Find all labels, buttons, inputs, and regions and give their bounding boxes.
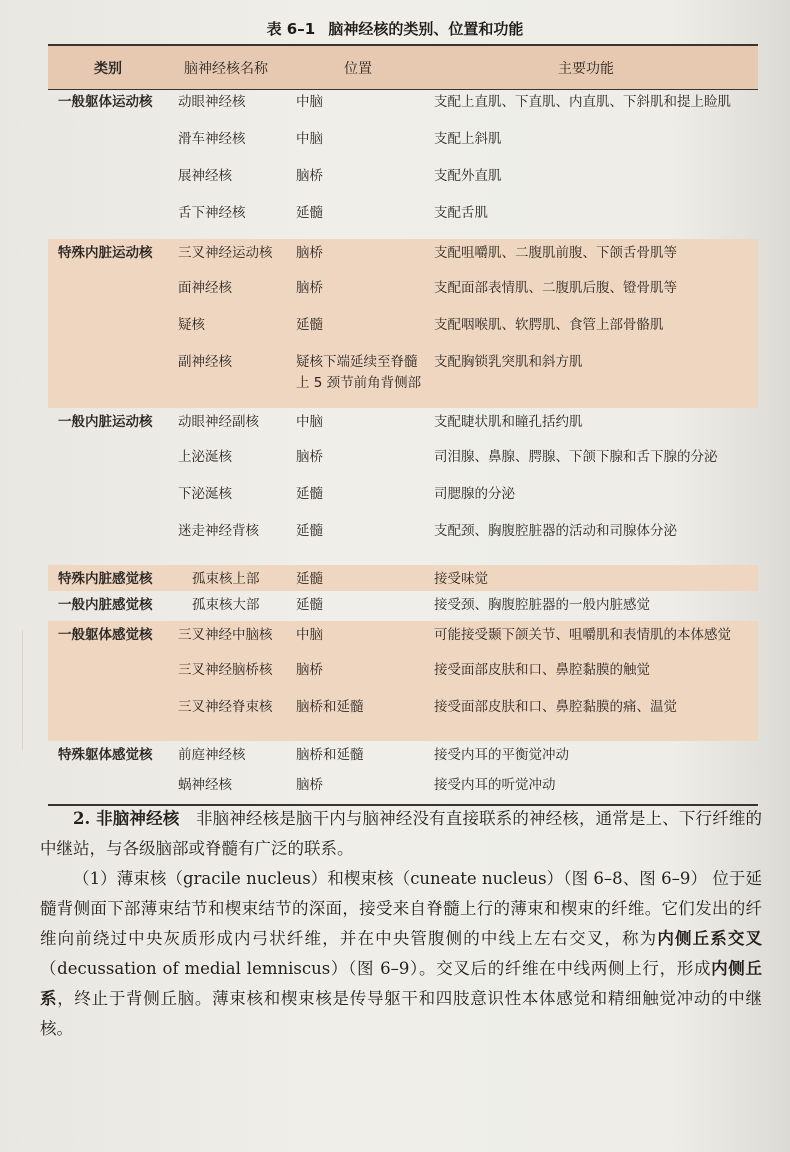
table-row-group <box>48 90 758 239</box>
table-row <box>48 658 758 695</box>
cell-nucleus: 上泌涎核 <box>178 449 232 465</box>
cell-nucleus: 前庭神经核 <box>178 747 246 763</box>
cell-location <box>288 625 428 646</box>
cell-function: 司泪腺、鼻腺、腭腺、下颌下腺和舌下腺的分泌 <box>434 449 718 465</box>
cell-function: 接受内耳的平衡觉冲动 <box>434 747 569 763</box>
table-row <box>48 201 758 239</box>
cell-location-line: 中脑 <box>296 131 323 147</box>
cell-location-line: 延髓 <box>296 523 323 539</box>
table-caption <box>0 18 790 39</box>
table-header-row <box>48 46 758 89</box>
body-text <box>40 804 762 1044</box>
header-location: 位置 <box>344 60 372 77</box>
cell-location-line: 延髓 <box>296 486 323 502</box>
cell-function: 支配上斜肌 <box>434 131 502 147</box>
table-row <box>48 239 758 276</box>
cell-location-line: 脑桥 <box>296 449 323 465</box>
cell-function: 支配面部表情肌、二腹肌后腹、镫骨肌等 <box>434 280 677 296</box>
cell-location <box>288 660 428 681</box>
cell-nucleus: 动眼神经核 <box>178 94 246 110</box>
table-row <box>48 621 758 658</box>
cell-location-line: 延髓 <box>296 205 323 221</box>
cell-location <box>288 315 428 336</box>
table-row <box>48 445 758 482</box>
header-function: 主要功能 <box>558 60 614 77</box>
paragraph-text: （1）薄束核（gracile nucleus）和楔束核（cuneate nucleus）（图 6–8、图 6–9） 位于延髓背侧面下部薄束结节和楔束结节的深面，接受来自脊髓上行的薄束和楔束的纤维。它们发出的纤维向前绕过中央灰质形成内弓状纤维，并在中央管腹侧的中线上左右交叉，称为 <box>40 869 762 948</box>
cell-location-line: 中脑 <box>296 414 323 430</box>
table-row <box>48 127 758 164</box>
table-row-group <box>48 591 758 621</box>
paragraph-gracile-cuneate <box>40 864 762 1044</box>
cell-function: 支配舌肌 <box>434 205 488 221</box>
cell-location-line: 疑核下端延续至脊髓 <box>296 354 418 370</box>
cranial-nuclei-table <box>48 44 758 806</box>
table-row <box>48 565 758 591</box>
cell-location <box>288 203 428 224</box>
cell-category: 一般躯体运动核 <box>58 94 153 110</box>
cell-function: 支配外直肌 <box>434 168 502 184</box>
term-bold: 内侧丘系 <box>40 959 762 1008</box>
cell-function: 支配胸锁乳突肌和斜方肌 <box>434 354 583 370</box>
table-row <box>48 313 758 350</box>
cell-location <box>288 775 428 796</box>
cell-function: 支配颈、胸腹腔脏器的活动和司腺体分泌 <box>434 523 677 539</box>
cell-nucleus: 动眼神经副核 <box>178 414 259 430</box>
cell-location-line: 脑桥 <box>296 777 323 793</box>
cell-location-line: 脑桥和延髓 <box>296 699 364 715</box>
paragraph-text: ，终止于背侧丘脑。薄束核和楔束核是传导躯干和四肢意识性本体感觉和精细触觉冲动的中继核。 <box>40 989 763 1038</box>
cell-nucleus: 三叉神经脊束核 <box>178 699 273 715</box>
cell-location-line: 延髓 <box>296 317 323 333</box>
cell-nucleus: 蜗神经核 <box>178 777 232 793</box>
cell-nucleus: 舌下神经核 <box>178 205 246 221</box>
cell-function: 接受面部皮肤和口、鼻腔黏膜的痛、温觉 <box>434 699 677 715</box>
cell-nucleus: 副神经核 <box>178 354 232 370</box>
table-row-group <box>48 408 758 565</box>
table-number: 表 6–1 <box>266 20 316 38</box>
cell-location-line: 中脑 <box>296 627 323 643</box>
table-row-group <box>48 741 758 804</box>
table-title: 脑神经核的类别、位置和功能 <box>328 20 524 38</box>
cell-function: 接受面部皮肤和口、鼻腔黏膜的触觉 <box>434 662 650 678</box>
cell-nucleus: 下泌涎核 <box>178 486 232 502</box>
table-row <box>48 350 758 408</box>
cell-location <box>288 484 428 505</box>
cell-location <box>288 129 428 150</box>
table-row <box>48 519 758 565</box>
table-row <box>48 164 758 201</box>
cell-location <box>288 521 428 542</box>
table-row-group <box>48 239 758 408</box>
cell-location-line: 延髓 <box>296 597 323 613</box>
cell-function: 接受颈、胸腹腔脏器的一般内脏感觉 <box>434 597 650 613</box>
cell-location <box>288 569 428 590</box>
cell-nucleus: 三叉神经脑桥核 <box>178 662 273 678</box>
cell-nucleus: 滑车神经核 <box>178 131 246 147</box>
cell-location-line: 脑桥 <box>296 245 323 261</box>
cell-location-line: 脑桥和延髓 <box>296 747 364 763</box>
table-row <box>48 695 758 741</box>
cell-location <box>288 278 428 299</box>
table-row <box>48 90 758 127</box>
cell-location <box>288 166 428 187</box>
cell-category: 特殊内脏感觉核 <box>58 571 153 587</box>
table-row-group <box>48 565 758 591</box>
cell-nucleus: 三叉神经中脑核 <box>178 627 273 643</box>
cell-location <box>288 447 428 468</box>
page-margin-line <box>22 630 23 750</box>
table-row-group <box>48 621 758 741</box>
header-category: 类别 <box>94 60 122 77</box>
cell-function: 可能接受颞下颌关节、咀嚼肌和表情肌的本体感觉 <box>434 627 731 643</box>
table-row <box>48 591 758 621</box>
cell-function: 支配咽喉肌、软腭肌、食管上部骨骼肌 <box>434 317 664 333</box>
table-row <box>48 408 758 445</box>
cell-function: 支配睫状肌和瞳孔括约肌 <box>434 414 583 430</box>
cell-function: 接受内耳的听觉冲动 <box>434 777 556 793</box>
table-row <box>48 276 758 313</box>
cell-nucleus: 孤束核大部 <box>192 597 260 613</box>
paragraph-non-cranial-nuclei <box>40 804 762 864</box>
cell-nucleus: 疑核 <box>178 317 205 333</box>
cell-location-line: 上 5 颈节前角背侧部 <box>296 375 422 391</box>
cell-location-line: 脑桥 <box>296 662 323 678</box>
cell-location <box>288 745 428 766</box>
cell-nucleus: 三叉神经运动核 <box>178 245 273 261</box>
cell-nucleus: 孤束核上部 <box>192 571 260 587</box>
cell-category: 特殊内脏运动核 <box>58 245 153 261</box>
table-body <box>48 90 758 804</box>
cell-location <box>288 352 428 394</box>
cell-location-line: 延髓 <box>296 571 323 587</box>
section-heading: 2. 非脑神经核 <box>73 809 180 828</box>
paragraph-text: （decussation of medial lemniscus）（图 6–9）。交叉后的纤维在中线两侧上行，形成 <box>40 959 712 978</box>
cell-nucleus: 迷走神经背核 <box>178 523 259 539</box>
paragraph-text: 非脑神经核是脑干内与脑神经没有直接联系的神经核，通常是上、下行纤维的中继站，与各级脑部或脊髓有广泛的联系。 <box>40 809 762 858</box>
cell-location <box>288 243 428 264</box>
cell-nucleus: 展神经核 <box>178 168 232 184</box>
cell-location <box>288 595 428 616</box>
term-bold: 内侧丘系交叉 <box>657 929 763 948</box>
cell-function: 支配咀嚼肌、二腹肌前腹、下颌舌骨肌等 <box>434 245 677 261</box>
cell-category: 一般内脏运动核 <box>58 414 153 430</box>
table-row <box>48 773 758 804</box>
cell-location <box>288 412 428 433</box>
cell-function: 支配上直肌、下直肌、内直肌、下斜肌和提上睑肌 <box>434 94 731 110</box>
cell-location-line: 脑桥 <box>296 168 323 184</box>
cell-location <box>288 92 428 113</box>
cell-nucleus: 面神经核 <box>178 280 232 296</box>
cell-category: 一般内脏感觉核 <box>58 597 153 613</box>
header-nucleus: 脑神经核名称 <box>184 60 268 77</box>
cell-location <box>288 697 428 718</box>
cell-category: 特殊躯体感觉核 <box>58 747 153 763</box>
cell-location-line: 中脑 <box>296 94 323 110</box>
table-row <box>48 482 758 519</box>
cell-category: 一般躯体感觉核 <box>58 627 153 643</box>
table-row <box>48 741 758 773</box>
cell-function: 接受味觉 <box>434 571 488 587</box>
cell-location-line: 脑桥 <box>296 280 323 296</box>
cell-function: 司腮腺的分泌 <box>434 486 515 502</box>
